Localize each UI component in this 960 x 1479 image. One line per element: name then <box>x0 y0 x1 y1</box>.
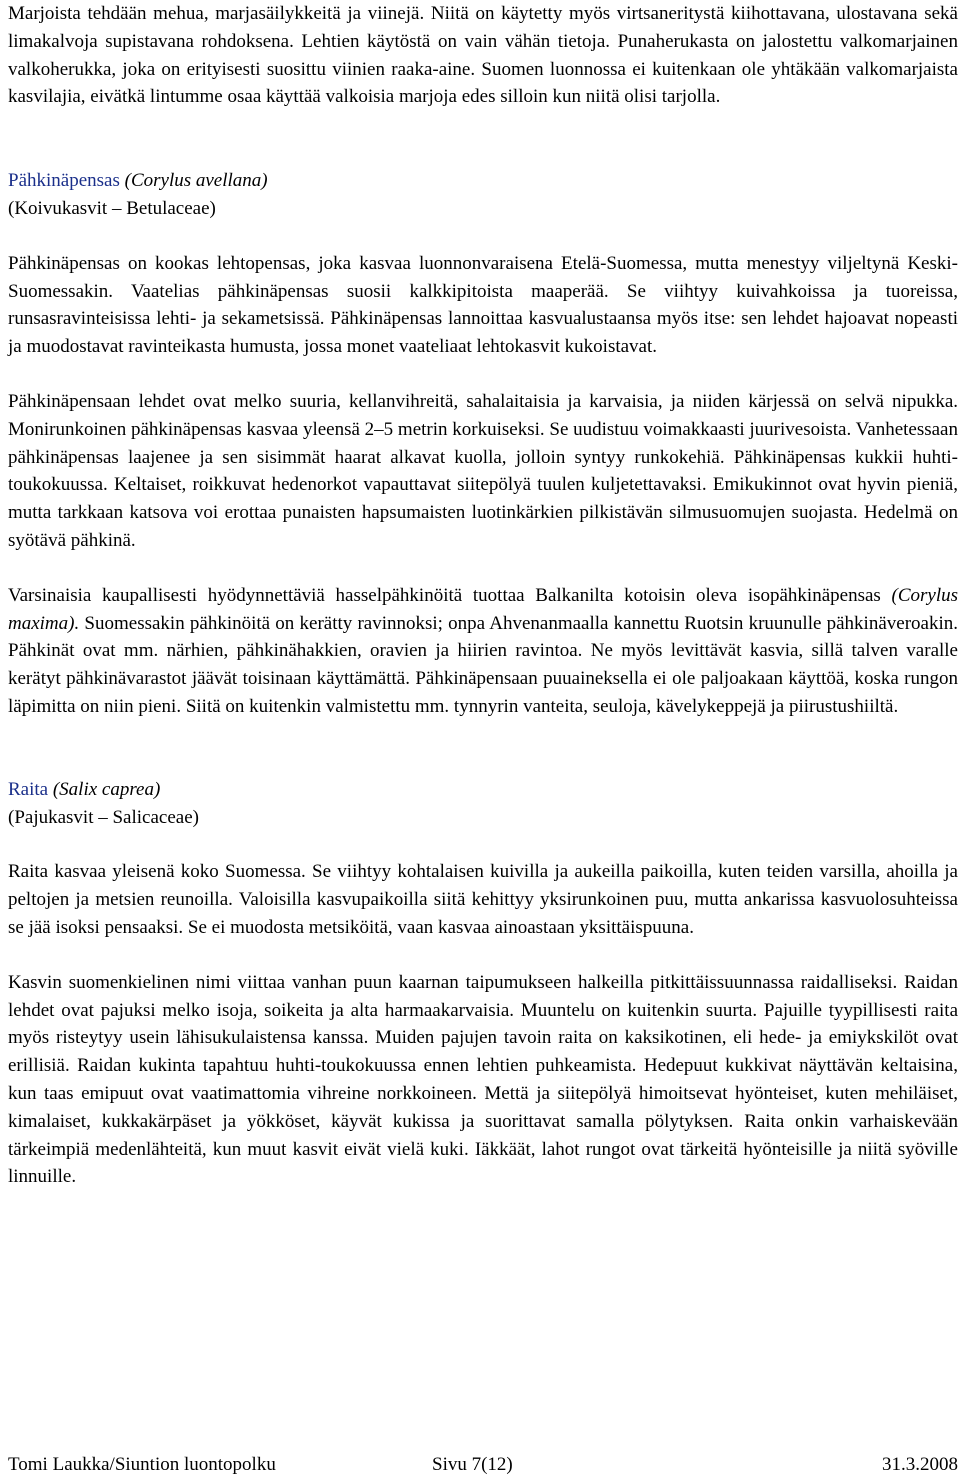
body-paragraph: Pähkinäpensas on kookas lehtopensas, joka kasvaa luonnonvaraisena Etelä-Suomessa, mutta menestyy viljeltynä Keski-Suomessakin. Vaatelias pähkinäpensas suosii kalkkipitoista maaperää. Se viihtyy kuivahkoissa ja tuoreissa, runsasravinteisissa lehti- ja sekametsissä. Pähkinäpensas lannoittaa kasvualustaansa myös itse: sen lehdet hajoavat nopeasti ja muodostavat ravinteikasta humusta, jossa monet vaateliaat lehtokasvit kukoistavat. <box>8 252 958 358</box>
species-heading <box>8 776 958 804</box>
species-heading <box>8 167 958 195</box>
body-paragraph: Raita kasvaa yleisenä koko Suomessa. Se viihtyy kohtalaisen kuivilla ja aukeilla paikoilla, kuten teiden varsilla, ahoilla ja peltojen ja metsien reunoilla. Valoisilla kasvupaikoilla siitä kehittyy yksirunkoinen puu, mutta ankarissa kasvuolosuhteissa se jää isoksi pensaaksi. Se ei muodosta metsiköitä, vaan kasvaa ainoastaan yksittäispuuna. <box>8 861 958 938</box>
species-family: (Koivukasvit – Betulaceae) <box>8 197 216 219</box>
species-latin-name: (Salix caprea) <box>52 778 161 800</box>
species-latin-inline: (Corylus maxima). <box>8 584 958 634</box>
species-latin-name: (Corylus avellana) <box>124 170 268 192</box>
body-paragraph <box>8 582 958 721</box>
intro-paragraph: Marjoista tehdään mehua, marjasäilykkeitä ja viinejä. Niitä on käytetty myös virtsaneritystä kiihottavana, ulostavana sekä limakalvoja supistavana rohdoksena. Lehtien käytöstä on vain vähän tietoja. Punaherukasta on jalostettu valkomarjainen valkoherukka, joka on erityisesti suosittu viinien raaka-aine. Suomen luonnossa ei kuitenkaan ole yhtäkään valkomarjaista kasvilajia, eivätkä lintumme osaa käyttää valkoisia marjoja edes silloin kun niitä olisi tarjolla. <box>8 3 958 108</box>
species-name: Pähkinäpensas <box>8 170 120 192</box>
page-footer <box>8 1452 958 1478</box>
species-family: (Pajukasvit – Salicaceae) <box>8 806 199 828</box>
document-page <box>8 0 958 1191</box>
footer-author: Tomi Laukka/Siuntion luontopolku <box>8 1454 276 1475</box>
body-paragraph: Pähkinäpensaan lehdet ovat melko suuria, kellanvihreitä, sahalaitaisia ja karvaisia, ja niiden kärjessä on selvä nipukka. Monirunkoinen pähkinäpensas kasvaa yleensä 2–5 metrin korkuiseksi. Se uudistuu voimakkaasti juurivesoista. Vanhetessaan pähkinäpensas laajenee ja sen sisimmät haarat alkavat kuolla, jolloin syntyy runkokehiä. Pähkinäpensas kukkii huhti-toukokuussa. Keltaiset, roikkuvat hedenorkot vapauttavat siitepölyä tuulen kuljetettavaksi. Emikukinnot ovat hyvin pieniä, mutta tarkkaan katsova voi erottaa punaisten hapsumaisten luotinkärkien pilkistävän silmusuomujen suojasta. Hedelmä on syötävä pähkinä. <box>8 390 958 551</box>
body-text: Suomessakin pähkinöitä on kerätty ravinnoksi; onpa Ahvenanmaalla kannettu Ruotsin kruunulle pähkinäveroakin. Pähkinät ovat mm. närhien, pähkinähakkien, oravien ja hiirien ravintoa. Ne myös levittävät kasvia, sillä talven varalle kerätyt pähkinävarastot jäävät toisinaan käyttämättä. Pähkinäpensaan puuaineksella ei ole paljoakaan käyttöä, koska rungon läpimitta on niin pieni. Siitä on kuitenkin valmistettu mm. tynnyrin vanteita, seuloja, kävelykeppejä ja piirustushiiltä. <box>8 612 958 717</box>
species-name: Raita <box>8 778 49 800</box>
body-paragraph: Kasvin suomenkielinen nimi viittaa vanhan puun kaarnan taipumukseen halkeilla pitkittäissuunnassa raidalliseksi. Raidan lehdet ovat pajuksi melko isoja, soikeita ja alta harmaakarvaisia. Muuntelu on kuitenkin suurta. Pajuille tyypillisesti raita myös risteytyy usein lähisukulaistensa kanssa. Muiden pajujen tavoin raita on kaksikotinen, eli hede- ja emiykskilöt ovat erillisiä. Raidan kukinta tapahtuu huhti-toukokuussa ennen lehtien puhkeamista. Hedepuut kukkivat näyttävän keltaisina, kun taas emipuut ovat vaatimattomia vihreine norkkoineen. Mettä ja siitepölyä himoitsevat hyönteiset, kuten mehiläiset, kimalaiset, kukkakärpäset ja yökköset, käyvät kukissa ja suorittavat samalla pölytyksen. Raita onkin varhaiskevään tärkeimpiä medenlähteitä, kun muut kasvit eivät vielä kuki. Iäkkäät, lahot rungot ovat tärkeitä hyönteisille ja niitä syöville linnuille. <box>8 971 958 1188</box>
footer-page-number: Sivu 7(12) <box>432 1454 513 1475</box>
body-text: Varsinaisia kaupallisesti hyödynnettäviä hasselpähkinöitä tuottaa Balkanilta kotoisin oleva isopähkinäpensas <box>8 584 892 606</box>
footer-date: 31.3.2008 <box>882 1454 958 1475</box>
